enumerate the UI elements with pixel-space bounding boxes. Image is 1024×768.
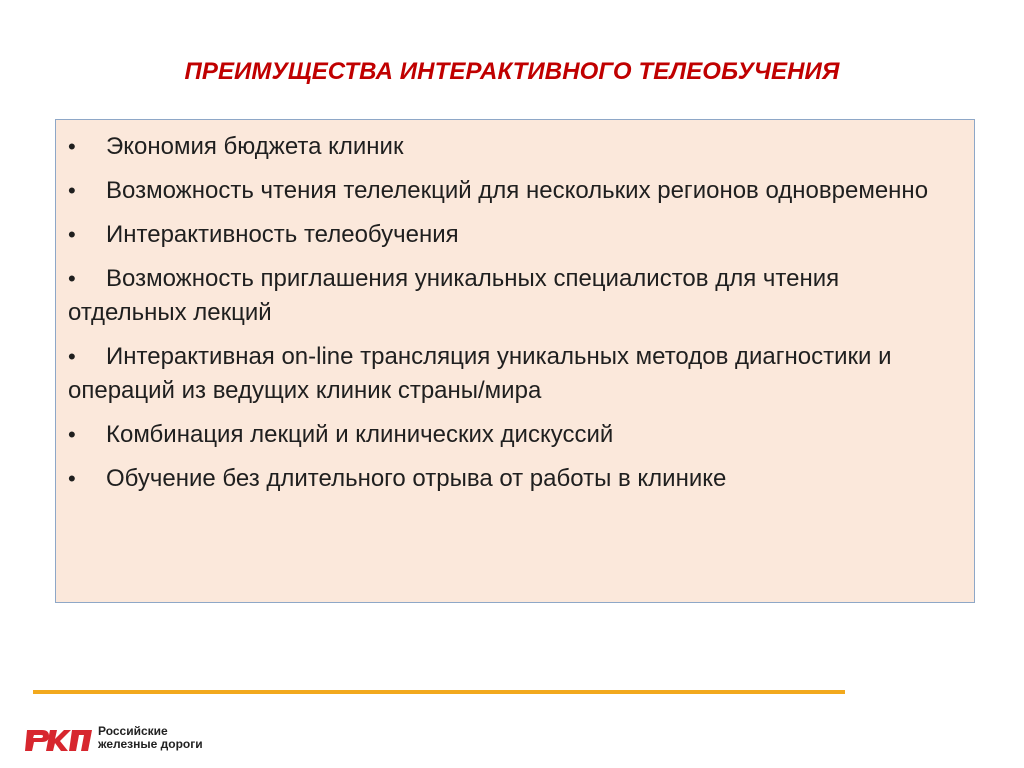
bullet-marker: • <box>68 178 76 203</box>
list-item-text: Возможность приглашения уникальных специалистов для чтения отдельных лекций <box>68 265 840 326</box>
bullet-list <box>68 130 960 496</box>
list-item-text: Обучение без длительного отрыва от работы в клинике <box>106 465 727 492</box>
slide-title: ПРЕИМУЩЕСТВА ИНТЕРАКТИВНОГО ТЕЛЕОБУЧЕНИЯ <box>184 58 840 85</box>
bullet-marker: • <box>68 344 76 369</box>
content-box <box>55 119 975 603</box>
bullet-marker: • <box>68 222 76 247</box>
bullet-marker: • <box>68 134 76 159</box>
list-item <box>68 418 960 452</box>
list-item <box>68 340 960 408</box>
list-item-text: Возможность чтения телелекций для нескольких регионов одновременно <box>106 177 929 204</box>
list-item-text: Интерактивная on-line трансляция уникальных методов диагностики и операций из ведущих клиник страны/мира <box>68 343 892 404</box>
bullet-marker: • <box>68 266 76 291</box>
rzd-logo <box>24 720 203 756</box>
rzd-logo-text <box>98 725 203 751</box>
list-item <box>68 174 960 208</box>
logo-line-1: Российские <box>98 724 168 738</box>
list-item <box>68 462 960 496</box>
list-item-text: Интерактивность телеобучения <box>106 221 459 248</box>
logo-line-2: железные дороги <box>98 737 203 751</box>
footer-divider <box>33 690 845 694</box>
bullet-marker: • <box>68 422 76 447</box>
bullet-marker: • <box>68 466 76 491</box>
list-item <box>68 262 960 330</box>
list-item <box>68 218 960 252</box>
rzd-logo-mark <box>24 721 94 755</box>
list-item-text: Комбинация лекций и клинических дискуссий <box>106 421 614 448</box>
list-item-text: Экономия бюджета клиник <box>106 133 404 160</box>
list-item <box>68 130 960 164</box>
